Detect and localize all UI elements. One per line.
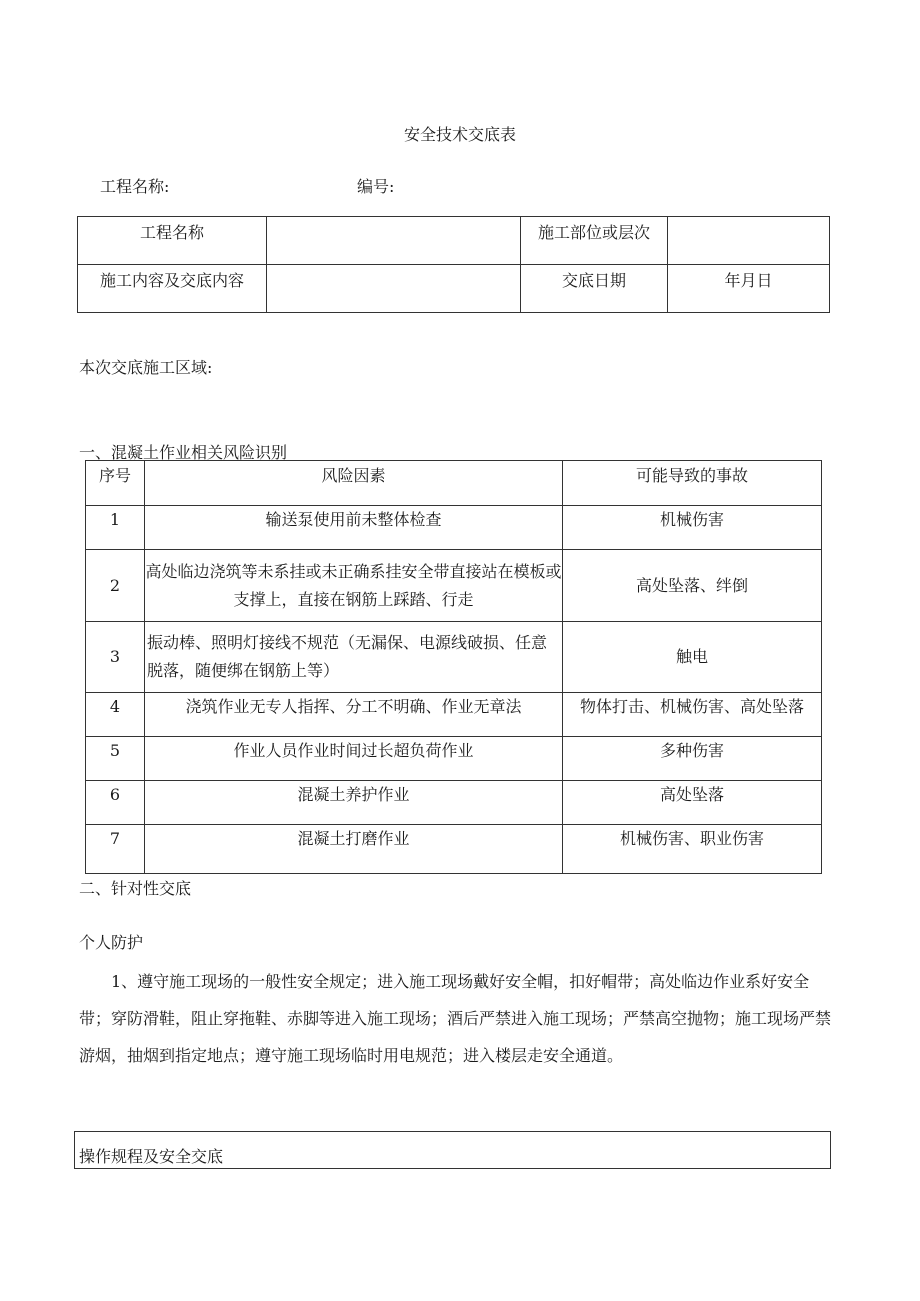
protection-paragraph-text: 1、遵守施工现场的一般性安全规定；进入施工现场戴好安全帽，扣好帽带；高处临边作业系好安全带；穿防滑鞋，阻止穿拖鞋、赤脚等进入施工现场；酒后严禁进入施工现场；严禁高空抛物；施工现场严禁游烟，抽烟到指定地点；遵守施工现场临时用电规范；进入楼层走安全通道。 xyxy=(79,972,832,1065)
date-value: 年月日 xyxy=(668,265,830,313)
accident-type: 高处坠落、绊倒 xyxy=(563,550,822,622)
content-cell: 施工内容及交底内容 xyxy=(78,265,267,313)
risk-header-row xyxy=(86,461,822,506)
row-number: 4 xyxy=(86,693,145,737)
operating-procedures-label: 操作规程及安全交底 xyxy=(79,1147,224,1166)
row-number: 2 xyxy=(86,550,145,622)
risk-factor: 振动棒、照明灯接线不规范（无漏保、电源线破损、任意脱落，随便绑在钢筋上等） xyxy=(145,622,563,693)
table-row xyxy=(86,550,822,622)
header-risk-factor: 风险因素 xyxy=(145,461,563,506)
accident-type: 多种伤害 xyxy=(563,737,822,781)
row-number: 5 xyxy=(86,737,145,781)
accident-type: 机械伤害、职业伤害 xyxy=(563,825,822,874)
number-label: 编号: xyxy=(357,177,395,196)
project-name-label: 工程名称: xyxy=(100,177,170,196)
info-row-project xyxy=(78,217,830,265)
section-1-heading: 一、混凝土作业相关风险识别 xyxy=(79,443,288,462)
construction-part-value xyxy=(668,217,830,265)
project-name-value xyxy=(267,217,521,265)
risk-factor: 浇筑作业无专人指挥、分工不明确、作业无章法 xyxy=(145,693,563,737)
accident-type: 物体打击、机械伤害、高处坠落 xyxy=(563,693,822,737)
document-title: 安全技术交底表 xyxy=(403,125,516,144)
header-accident: 可能导致的事故 xyxy=(563,461,822,506)
row-number: 7 xyxy=(86,825,145,874)
table-row xyxy=(86,693,822,737)
table-row xyxy=(86,622,822,693)
protection-paragraph xyxy=(79,963,839,1074)
accident-type: 高处坠落 xyxy=(563,781,822,825)
section-2-heading: 二、针对性交底 xyxy=(79,879,192,898)
table-row xyxy=(86,506,822,550)
operating-procedures-box xyxy=(74,1131,831,1169)
accident-type: 机械伤害 xyxy=(563,506,822,550)
row-number: 6 xyxy=(86,781,145,825)
risk-factor: 作业人员作业时间过长超负荷作业 xyxy=(145,737,563,781)
construction-part-cell: 施工部位或层次 xyxy=(521,217,668,265)
date-cell: 交底日期 xyxy=(521,265,668,313)
area-label: 本次交底施工区域: xyxy=(79,358,213,377)
project-name-cell: 工程名称 xyxy=(78,217,267,265)
content-value xyxy=(267,265,521,313)
row-number: 1 xyxy=(86,506,145,550)
table-row xyxy=(86,825,822,874)
risk-factor: 高处临边浇筑等未系挂或未正确系挂安全带直接站在模板或支撑上，直接在钢筋上踩踏、行走 xyxy=(145,550,563,622)
table-row xyxy=(86,737,822,781)
info-row-content xyxy=(78,265,830,313)
info-table xyxy=(77,216,830,313)
personal-protection-heading: 个人防护 xyxy=(79,933,144,952)
row-number: 3 xyxy=(86,622,145,693)
accident-type: 触电 xyxy=(563,622,822,693)
risk-factor: 混凝土打磨作业 xyxy=(145,825,563,874)
risk-factor: 混凝土养护作业 xyxy=(145,781,563,825)
risk-factor: 输送泵使用前未整体检查 xyxy=(145,506,563,550)
table-row xyxy=(86,781,822,825)
header-number: 序号 xyxy=(86,461,145,506)
risk-table xyxy=(85,460,822,874)
